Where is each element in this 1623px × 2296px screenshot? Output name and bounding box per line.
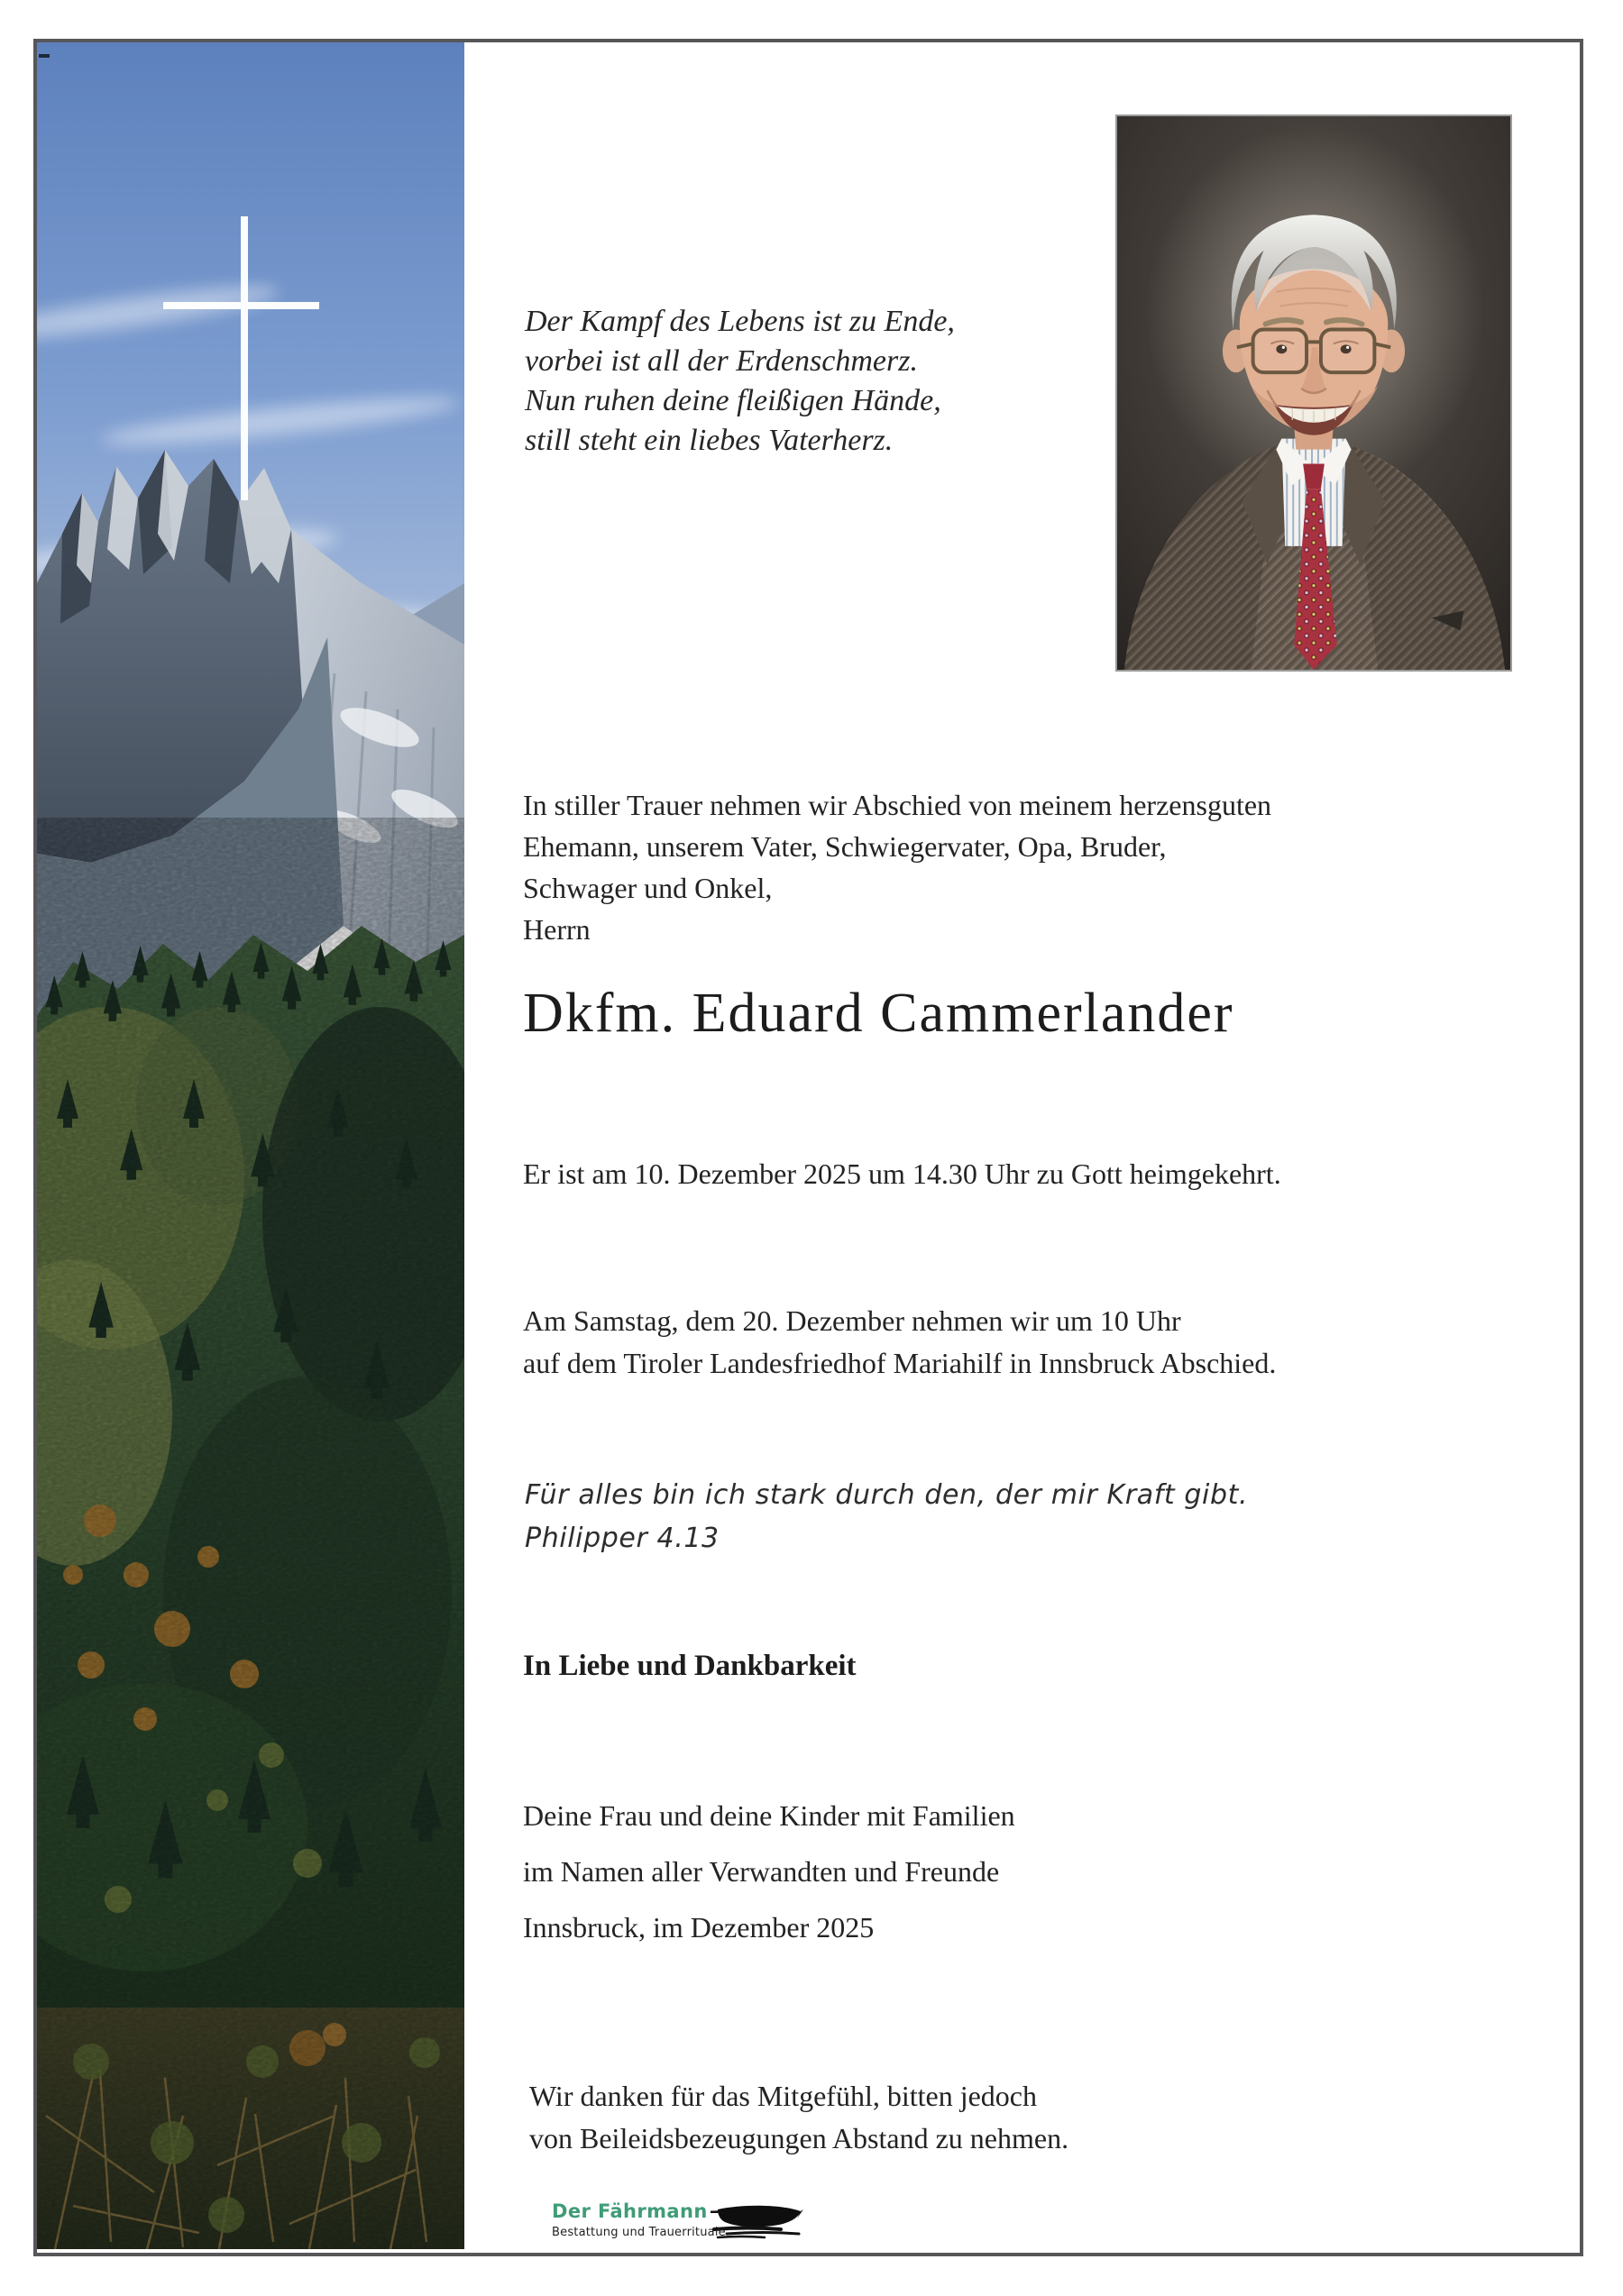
- poem-line: still steht ein liebes Vaterherz.: [525, 424, 894, 457]
- funeral-home-tagline: Bestattung und Trauerrituale: [552, 2226, 726, 2239]
- death-notice: Er ist am 10. Dezember 2025 um 14.30 Uhr zu Gott heimgekehrt.: [523, 1157, 1281, 1190]
- deceased-name: Dkfm. Eduard Cammerlander: [523, 983, 1234, 1044]
- condolence-line: Wir danken für das Mitgefühl, bitten jedoch: [529, 2080, 1037, 2112]
- ceremony-line: auf dem Tiroler Landesfriedhof Mariahilf in Innsbruck Abschied.: [523, 1347, 1277, 1379]
- announcement-line: Ehemann, unserem Vater, Schwiegervater, Opa, Bruder,: [523, 830, 1167, 863]
- poem-line: Der Kampf des Lebens ist zu Ende,: [525, 305, 955, 338]
- poem-line: Nun ruhen deine fleißigen Hände,: [525, 384, 941, 417]
- mountain-photo: [37, 42, 464, 2249]
- mourners-text: [523, 1788, 1015, 1955]
- boat-icon: [711, 2202, 804, 2240]
- scripture-line: Für alles bin ich stark durch den, der mir Kraft gibt.: [525, 1479, 1249, 1511]
- ceremony-line: Am Samstag, dem 20. Dezember nehmen wir um 10 Uhr: [523, 1304, 1181, 1337]
- ceremony-info: [523, 1300, 1276, 1385]
- condolence-line: von Beileidsbezeugungen Abstand zu nehmen.: [529, 2122, 1069, 2154]
- mourners-line: im Namen aller Verwandten und Freunde: [523, 1855, 1000, 1888]
- mourners-line: Innsbruck, im Dezember 2025: [523, 1911, 875, 1944]
- scripture-quote: [525, 1474, 1248, 1560]
- scripture-line: Philipper 4.13: [525, 1523, 720, 1554]
- portrait-photo: [1115, 114, 1512, 672]
- announcement-line: Herrn: [523, 913, 591, 946]
- announcement-line: Schwager und Onkel,: [523, 872, 773, 904]
- memorial-poem: [525, 302, 955, 461]
- announcement-line: In stiller Trauer nehmen wir Abschied von meinem herzensguten: [523, 789, 1272, 821]
- mourners-line: Deine Frau und deine Kinder mit Familien: [523, 1799, 1015, 1832]
- condolence-note: [529, 2075, 1068, 2160]
- announcement-text: [523, 784, 1271, 950]
- memorial-card: [33, 39, 1583, 2256]
- closing-phrase: In Liebe und Dankbarkeit: [523, 1650, 857, 1682]
- poem-line: vorbei ist all der Erdenschmerz.: [525, 344, 918, 378]
- funeral-home-name: Der Fährmann: [552, 2200, 708, 2222]
- funeral-home-logo: [552, 2200, 726, 2240]
